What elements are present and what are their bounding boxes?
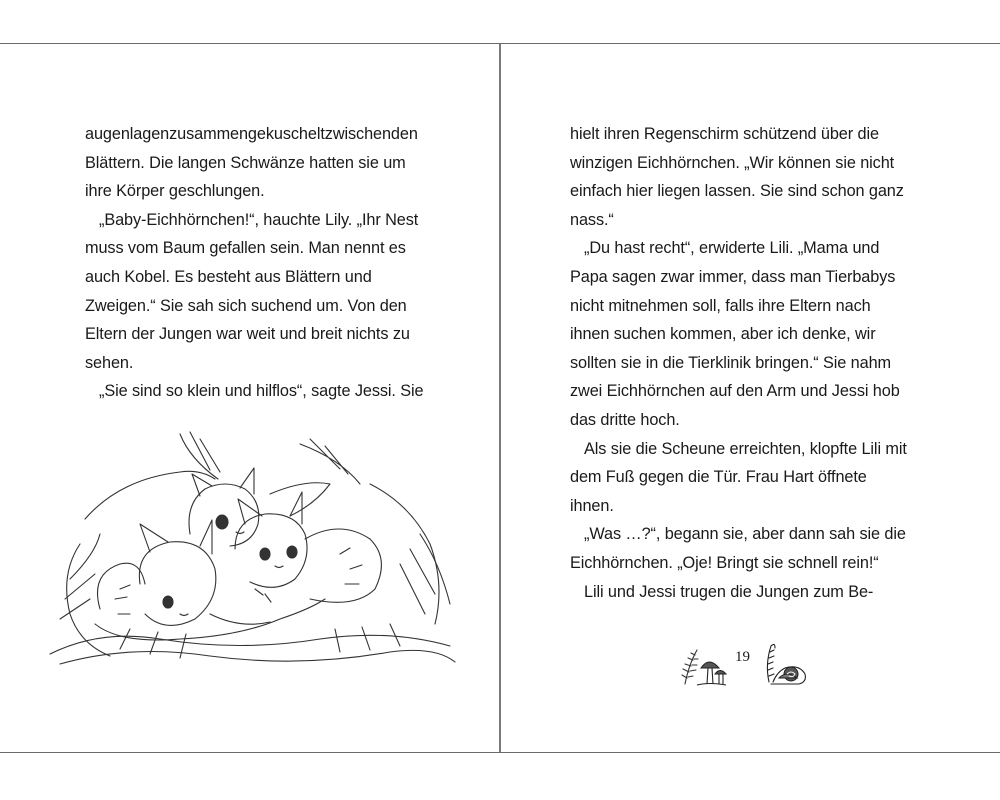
right-page [501,44,1000,752]
text-line: das dritte hoch. [570,410,680,429]
text-line: Blättern. Die langen Schwänze hatten sie um [85,153,406,172]
page-footer [679,644,809,694]
left-page [0,44,499,752]
book-spread [0,43,1000,753]
text-line: ihre Körper geschlungen. [85,182,265,201]
mushroom-and-snail-icon [759,638,809,688]
text-line: augenlagenzusammengekuscheltzwischenden [85,125,418,143]
text-line: hielt ihren Regenschirm schützend über die [570,125,879,143]
text-line: zwei Eichhörnchen auf den Arm und Jessi hob [570,382,900,401]
left-page-text [85,120,424,406]
text-line: „Was …?“, begann sie, aber dann sah sie die [584,525,906,544]
text-line: Zweigen.“ Sie sah sich suchend um. Von den [85,296,407,315]
text-line: „Sie sind so klein und hilflos“, sagte Jessi. Sie [99,382,424,401]
text-line: Eichhörnchen. „Oje! Bringt sie schnell rein!“ [570,553,879,572]
text-line: „Baby-Eichhörnchen!“, hauchte Lily. „Ihr Nest [99,210,419,229]
text-line: Papa sagen zwar immer, dass man Tierbabys [570,267,896,286]
text-line: einfach hier liegen lassen. Sie sind schon ganz [570,182,904,201]
text-line: winzigen Eichhörnchen. „Wir können sie nicht [570,153,895,172]
text-line: Als sie die Scheune erreichten, klopfte Lili mit [584,439,907,458]
text-line: nicht mitnehmen soll, falls ihre Eltern nach [570,296,871,315]
text-line: ihnen suchen kommen, aber ich denke, wir [570,325,876,344]
text-line: auch Kobel. Es besteht aus Blättern und [85,267,372,286]
page-number: 19 [735,649,750,665]
text-line: sehen. [85,353,134,372]
fern-and-mushroom-icon [679,644,727,688]
text-line: dem Fuß gegen die Tür. Frau Hart öffnete [570,468,867,487]
text-line: Lili und Jessi trugen die Jungen zum Be- [584,582,874,601]
text-line: muss vom Baum gefallen sein. Man nennt es [85,239,406,258]
text-line: nass.“ [570,210,614,229]
right-page-text [570,120,907,606]
text-line: „Du hast recht“, erwiderte Lili. „Mama und [584,239,880,258]
text-line: sollten sie in die Tierklinik bringen.“ Sie nahm [570,353,891,372]
text-line: Eltern der Jungen war weit und breit nichts zu [85,325,410,344]
squirrels-nest-illustration [40,424,460,674]
text-line: ihnen. [570,496,614,515]
